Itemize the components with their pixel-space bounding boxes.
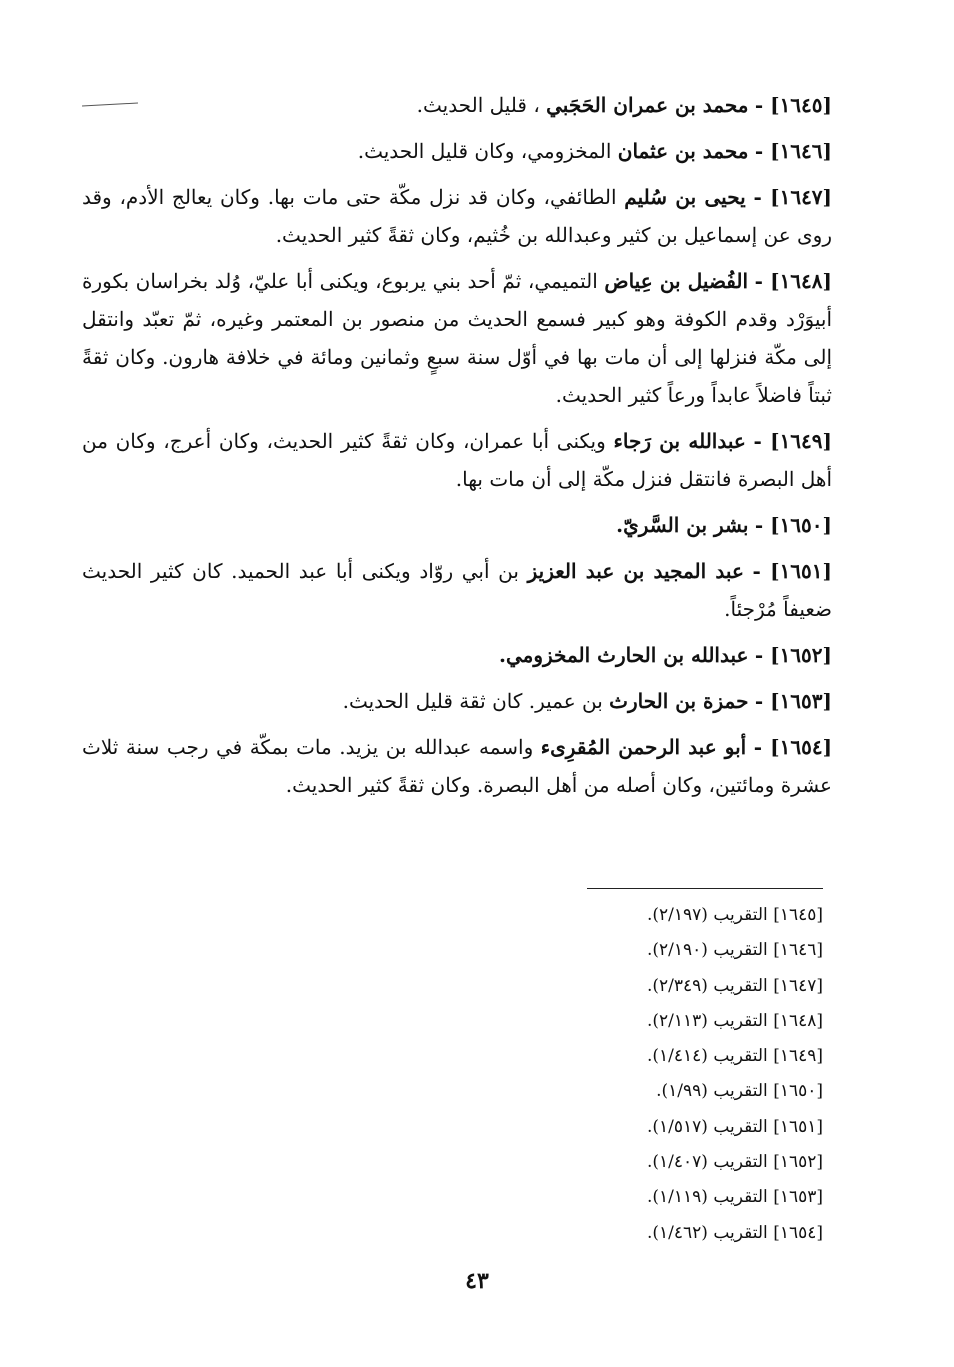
footnote-text: التقريب (١/٤٦٢).	[646, 1222, 768, 1243]
entry-1648	[82, 262, 832, 414]
footnote-text: التقريب (٢/١٩٧).	[646, 905, 768, 925]
entry-name: أبو عبد الرحمن المُقرِىء	[540, 735, 747, 759]
entry-text: ، قليل الحديث.	[416, 93, 540, 117]
entry-name: محمد بن عمران الحَجَبي	[546, 93, 749, 117]
footnote-text: التقريب (٢/١١٣).	[646, 1010, 768, 1031]
footnote-number: [١٦٤٥]	[773, 905, 823, 925]
entry-name: عبدالله بن رَجاء	[613, 429, 746, 453]
entry-name: عبدالله بن الحارث المخزومي.	[499, 643, 749, 667]
footnote-divider	[587, 888, 823, 889]
footnote-1646	[560, 933, 823, 968]
entry-number: [١٦٤٨] -	[754, 269, 832, 293]
footnote-1654	[560, 1216, 823, 1251]
entry-1654	[82, 728, 832, 804]
footnote-number: [١٦٤٩]	[773, 1046, 823, 1067]
footnote-text: التقريب (٢/١٩٠).	[646, 940, 768, 961]
entry-number: [١٦٥٠] -	[754, 513, 832, 537]
entry-name: حمزة بن الحارث	[609, 689, 749, 713]
biography-entries	[82, 86, 832, 812]
entry-number: [١٦٥١] -	[752, 559, 832, 583]
footnote-number: [١٦٤٦]	[773, 940, 823, 961]
footnote-text: التقريب (١/٩٩).	[656, 1081, 768, 1102]
entry-number: [١٦٥٢] -	[754, 643, 832, 667]
entry-name: الفُضيل بن عِياض	[604, 269, 749, 293]
entry-number: [١٦٤٦] -	[754, 139, 832, 163]
entry-name: يحيى بن سُليم	[624, 185, 746, 209]
entry-number: [١٦٤٧] -	[753, 185, 833, 209]
entry-1650	[82, 506, 832, 544]
entry-1646	[82, 132, 832, 170]
entry-text: بن أبي روّاد ويكنى أبا عبد الحميد. كان كثير الحديث ضعيفاً مُرْجئاً.	[82, 559, 832, 621]
entry-text: التميمي، ثمّ أحد بني يربوع، ويكنى أبا عليّ، وُلد بخراسان بكورة أبيوَرْد وقدم الكوفة وهو كبير فسمع الحديث من منصور بن المعتمر وغيره، ثمّ تعبّد وانتقل إلى مكّة فنزلها إلى أن مات بها في أوّل سنة سبعٍ وثمانين ومائة في خلافة هارون. وكان ثقةً ثبتاً فاضلاً عابداً ورعاً كثير الحديث.	[82, 269, 833, 407]
footnote-number: [١٦٥٣]	[773, 1187, 823, 1208]
footnote-text: التقريب (١/٤١٤).	[646, 1046, 768, 1067]
footnotes	[560, 898, 823, 1251]
entry-1653	[82, 682, 832, 720]
footnote-text: التقريب (٢/٣٤٩).	[646, 975, 768, 996]
entry-text: الطائفي، وكان قد نزل مكّة حتى مات بها. وكان يعالج الأدم، وقد روى عن إسماعيل بن كثير وعبدالله بن خُثيم، وكان ثقةً كثير الحديث.	[82, 185, 832, 247]
entry-1645	[82, 86, 832, 124]
entry-text: بن عمير. كان ثقة قليل الحديث.	[342, 689, 603, 713]
page-number: ٤٣	[465, 1268, 489, 1294]
entry-1652	[82, 636, 832, 674]
entry-1647	[82, 178, 832, 254]
entry-text: واسمه عبدالله بن يزيد. مات بمكّة في رجب سنة ثلاث عشرة ومائتين، وكان أصله من أهل البصرة. وكان ثقةً كثير الحديث.	[82, 735, 832, 797]
entry-number: [١٦٥٤] -	[753, 735, 833, 759]
entry-number: [١٦٤٥] -	[754, 93, 832, 117]
footnote-number: [١٦٥٠]	[773, 1081, 823, 1102]
entry-name: عبد المجيد بن عبد العزيز	[527, 559, 744, 583]
entry-1651	[82, 552, 832, 628]
footnote-number: [١٦٤٨]	[773, 1010, 823, 1031]
footnote-1650	[560, 1074, 823, 1109]
footnote-text: التقريب (١/٥١٧).	[646, 1116, 768, 1137]
footnote-1645	[560, 898, 823, 933]
footnote-number: [١٦٥٤]	[773, 1222, 823, 1243]
entry-number: [١٦٤٩] -	[753, 429, 832, 453]
entry-name: بشر بن السَّريّ.	[616, 513, 749, 537]
entry-text: ويكنى أبا عمران، وكان ثقةً كثير الحديث، وكان أعرج، وكان من أهل البصرة فانتقل فنزل مكّة إلى أن مات بها.	[82, 429, 832, 491]
footnote-1651	[560, 1110, 823, 1145]
footnote-1649	[560, 1039, 823, 1074]
entry-text: المخزومي، وكان قليل الحديث.	[357, 139, 612, 163]
footnote-number: [١٦٥٢]	[773, 1152, 823, 1173]
entry-1649	[82, 422, 832, 498]
footnote-1647	[560, 969, 823, 1004]
entry-name: محمد بن عثمان	[617, 139, 749, 163]
footnote-text: التقريب (١/١١٩).	[646, 1187, 768, 1208]
footnote-1648	[560, 1004, 823, 1039]
footnote-1653	[560, 1180, 823, 1215]
entry-number: [١٦٥٣] -	[754, 689, 832, 713]
footnote-1652	[560, 1145, 823, 1180]
footnote-number: [١٦٥١]	[773, 1116, 823, 1137]
footnote-number: [١٦٤٧]	[773, 975, 823, 996]
footnote-text: التقريب (١/٤٠٧).	[646, 1152, 768, 1173]
